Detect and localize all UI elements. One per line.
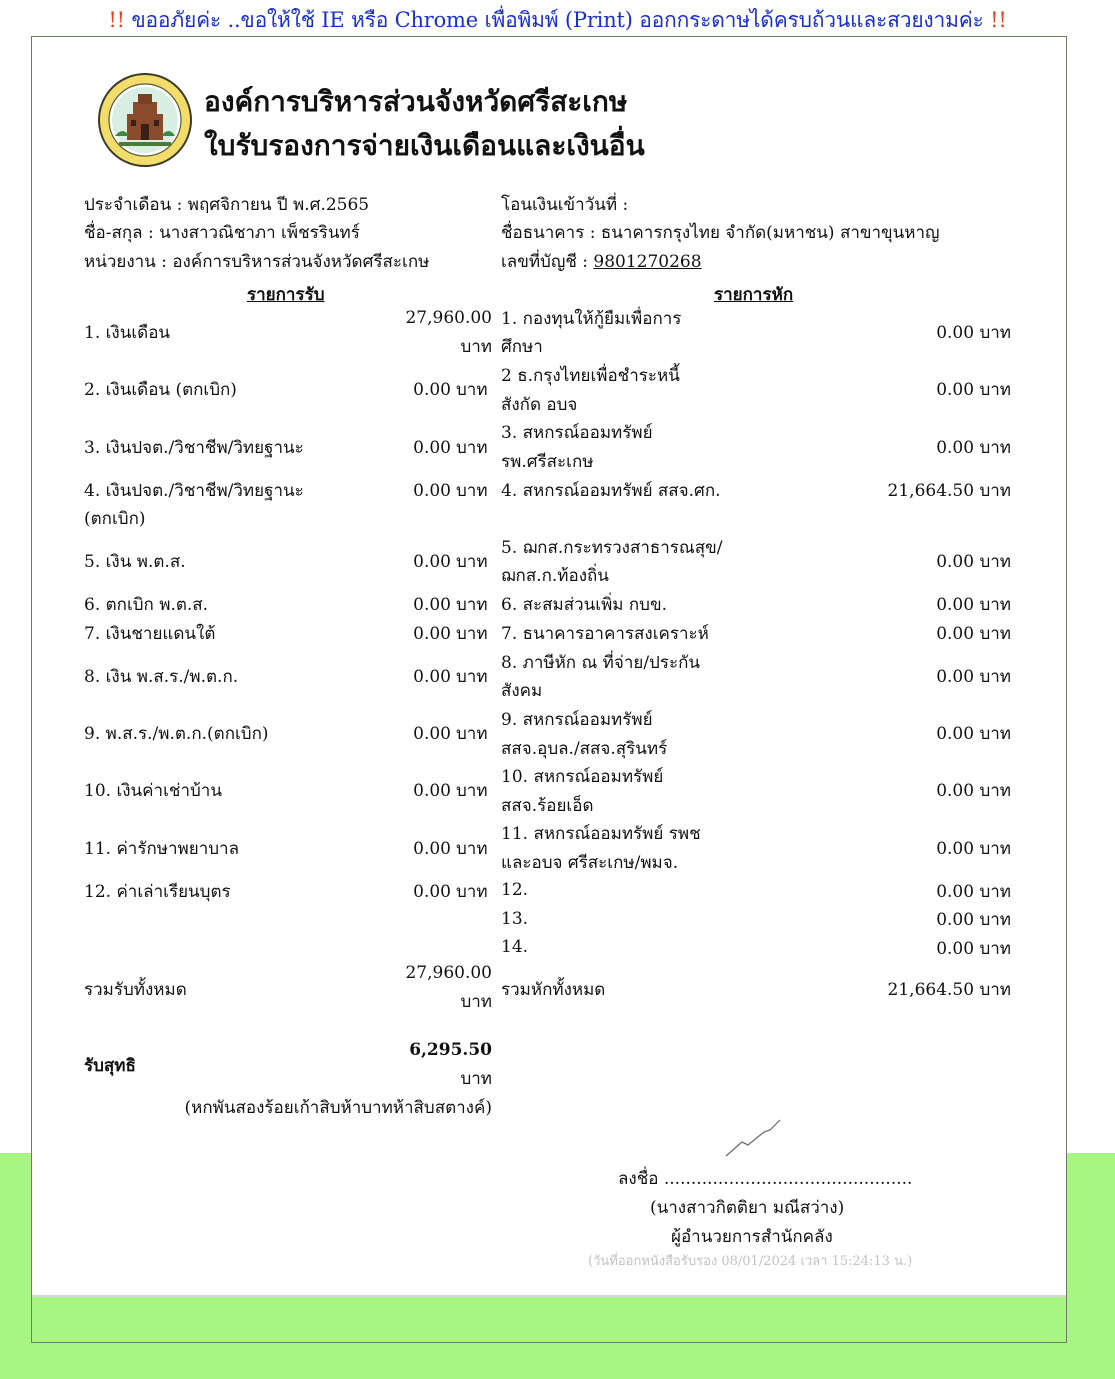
income-unit: บาท xyxy=(456,724,488,744)
income-label: 1. เงินเดือน xyxy=(84,323,171,343)
income-label: 6. ตกเบิก พ.ต.ส. xyxy=(84,595,209,615)
income-label: 10. เงินค่าเช่าบ้าน xyxy=(84,781,222,801)
organization-name: องค์การบริหารส่วนจังหวัดศรีสะเกษ xyxy=(204,85,628,118)
print-notice-text: ขออภัยค่ะ ..ขอให้ใช้ IE หรือ Chrome เพื่อพิมพ์ (Print) ออกกระดาษได้ครบถ้วนและสวยงามค่ะ xyxy=(124,8,991,32)
deduction-label: 2 ธ.กรุงไทยเพื่อชำระหนี้ xyxy=(501,366,680,386)
income-amount: 0.00 xyxy=(413,624,451,644)
income-label: 2. เงินเดือน (ตกเบิก) xyxy=(84,380,237,400)
income-unit: บาท xyxy=(456,481,488,501)
income-unit: บาท xyxy=(456,882,488,902)
income-amount: 0.00 xyxy=(413,667,451,687)
income-unit: บาท xyxy=(456,839,488,859)
signature-scribble xyxy=(724,1112,784,1162)
income-amount: 0.00 xyxy=(413,882,451,902)
deduction-label-cont: และอบจ ศรีสะเกษ/พมจ. xyxy=(501,853,679,873)
deduction-label-cont: สสจ.ร้อยเอ็ด xyxy=(501,796,594,816)
deduction-label: 12. xyxy=(501,880,529,900)
income-unit: บาท xyxy=(456,438,488,458)
signature-line: ลงชื่อ .............................................. xyxy=(618,1169,913,1189)
bank-name: ชื่อธนาคาร : ธนาคารกรุงไทย จำกัด(มหาชน) สาขาขุนหาญ xyxy=(501,223,940,243)
income-unit: บาท xyxy=(460,337,492,357)
income-amount: 0.00 xyxy=(413,380,451,400)
deduction-amount: 0.00 บาท xyxy=(936,781,1011,801)
deduction-label: 10. สหกรณ์ออมทรัพย์ xyxy=(501,767,664,787)
net-pay-unit: บาท xyxy=(460,1069,492,1089)
net-pay-in-words: (หกพันสองร้อยเก้าสิบห้าบาทห้าสิบสตางค์) xyxy=(184,1098,492,1118)
income-total-label: รวมรับทั้งหมด xyxy=(84,980,187,1000)
income-unit: บาท xyxy=(456,667,488,687)
account-number: 9801270268 xyxy=(593,252,702,272)
agency: หน่วยงาน : องค์การบริหารส่วนจังหวัดศรีสะเกษ xyxy=(84,252,430,272)
net-pay-amount: 6,295.50 xyxy=(409,1040,492,1060)
deduction-total-amount: 21,664.50 บาท xyxy=(887,980,1011,1000)
deduction-amount: 0.00 บาท xyxy=(936,380,1011,400)
account-label: เลขที่บัญชี : xyxy=(501,252,594,272)
income-label-cont: (ตกเบิก) xyxy=(84,509,146,529)
deduction-label: 9. สหกรณ์ออมทรัพย์ xyxy=(501,710,653,730)
deduction-amount: 0.00 บาท xyxy=(936,624,1011,644)
deductions-heading: รายการหัก xyxy=(714,285,794,305)
deduction-label-cont: ศึกษา xyxy=(501,337,543,357)
print-notice-banner xyxy=(0,4,1115,37)
deduction-label-cont: สสจ.อุบล./สสจ.สุรินทร์ xyxy=(501,739,668,759)
deduction-label: 11. สหกรณ์ออมทรัพย์ รพช xyxy=(501,824,701,844)
income-amount: 0.00 xyxy=(413,438,451,458)
deduction-amount: 0.00 บาท xyxy=(936,882,1011,902)
income-label: 9. พ.ส.ร./พ.ต.ก.(ตกเบิก) xyxy=(84,724,269,744)
income-amount: 0.00 xyxy=(413,839,451,859)
income-unit: บาท xyxy=(456,552,488,572)
deduction-label-cont: รพ.ศรีสะเกษ xyxy=(501,452,594,472)
employee-name: ชื่อ-สกุล : นางสาวณิชาภา เพ็ชรรินทร์ xyxy=(84,223,360,243)
income-amount: 0.00 xyxy=(413,724,451,744)
deduction-amount: 0.00 บาท xyxy=(936,323,1011,343)
income-label: 5. เงิน พ.ต.ส. xyxy=(84,552,186,572)
income-label: 12. ค่าเล่าเรียนบุตร xyxy=(84,882,231,902)
income-unit: บาท xyxy=(456,781,488,801)
deduction-label: 3. สหกรณ์ออมทรัพย์ xyxy=(501,423,653,443)
income-amount: 0.00 xyxy=(413,552,451,572)
income-amount: 0.00 xyxy=(413,481,451,501)
deduction-label: 1. กองทุนให้กู้ยืมเพื่อการ xyxy=(501,309,682,329)
issued-timestamp: (วันที่ออกหนังสือรับรอง 08/01/2024 เวลา 15:24:13 น.) xyxy=(588,1254,913,1269)
signer-name: (นางสาวกิตติยา มณีสว่าง) xyxy=(650,1198,845,1218)
income-label: 7. เงินชายแดนใต้ xyxy=(84,624,216,644)
deduction-label-cont: สังคม xyxy=(501,681,543,701)
warning-marks-left: !! xyxy=(108,8,125,32)
deduction-amount: 0.00 บาท xyxy=(936,724,1011,744)
pay-month: ประจำเดือน : พฤศจิกายน ปี พ.ศ.2565 xyxy=(84,195,370,215)
income-amount: 0.00 xyxy=(413,781,451,801)
income-label: 3. เงินปจต./วิชาชีพ/วิทยฐานะ xyxy=(84,438,304,458)
deduction-label: 5. ฌกส.กระทรวงสาธารณสุข/ xyxy=(501,538,723,558)
income-unit: บาท xyxy=(456,624,488,644)
income-label: 8. เงิน พ.ส.ร./พ.ต.ก. xyxy=(84,667,239,687)
deduction-label: 4. สหกรณ์ออมทรัพย์ สสจ.ศก. xyxy=(501,481,721,501)
deduction-amount: 0.00 บาท xyxy=(936,552,1011,572)
organization-seal-logo xyxy=(97,72,193,168)
deduction-label: 14. xyxy=(501,937,529,957)
income-amount: 0.00 xyxy=(413,595,451,615)
signer-position: ผู้อำนวยการสำนักคลัง xyxy=(671,1227,833,1247)
document-title: ใบรับรองการจ่ายเงินเดือนและเงินอื่น xyxy=(204,129,645,162)
account-number-row xyxy=(501,248,702,276)
transfer-date: โอนเงินเข้าวันที่ : xyxy=(501,195,629,215)
deduction-amount: 0.00 บาท xyxy=(936,438,1011,458)
paper-edge xyxy=(32,1295,1066,1297)
deduction-label-cont: สังกัด อบจ xyxy=(501,395,578,415)
deduction-amount: 0.00 บาท xyxy=(936,839,1011,859)
income-amount: 27,960.00 xyxy=(405,308,492,328)
warning-marks-right: !! xyxy=(990,8,1007,32)
deduction-label: 6. สะสมส่วนเพิ่ม กบข. xyxy=(501,595,667,615)
income-heading: รายการรับ xyxy=(247,285,325,305)
income-unit: บาท xyxy=(456,380,488,400)
deduction-amount: 21,664.50 บาท xyxy=(887,481,1011,501)
deduction-amount: 0.00 บาท xyxy=(936,667,1011,687)
deduction-amount: 0.00 บาท xyxy=(936,939,1011,959)
deduction-label: 7. ธนาคารอาคารสงเคราะห์ xyxy=(501,624,709,644)
deduction-amount: 0.00 บาท xyxy=(936,910,1011,930)
income-unit: บาท xyxy=(456,595,488,615)
net-pay-label: รับสุทธิ xyxy=(84,1056,136,1076)
deduction-label: 8. ภาษีหัก ณ ที่จ่าย/ประกัน xyxy=(501,653,701,673)
deduction-total-label: รวมหักทั้งหมด xyxy=(501,980,606,1000)
deduction-label: 13. xyxy=(501,909,529,929)
income-total-amount: 27,960.00 xyxy=(405,963,492,983)
deduction-label-cont: ฌกส.ก.ท้องถิ่น xyxy=(501,566,609,586)
deduction-amount: 0.00 บาท xyxy=(936,595,1011,615)
income-label: 11. ค่ารักษาพยาบาล xyxy=(84,839,240,859)
income-total-unit: บาท xyxy=(460,992,492,1012)
income-label: 4. เงินปจต./วิชาชีพ/วิทยฐานะ xyxy=(84,481,304,501)
